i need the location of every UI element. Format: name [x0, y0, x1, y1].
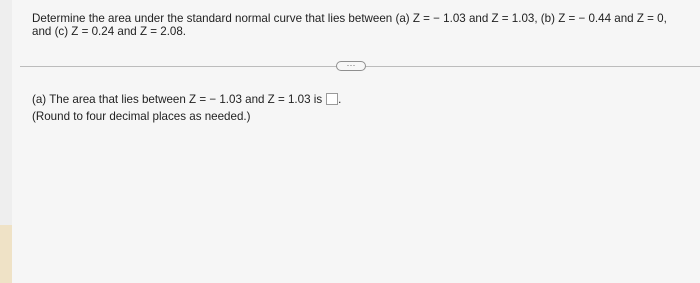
expand-more-button[interactable]: ···	[336, 61, 366, 71]
question-line-1: Determine the area under the standard normal curve that lies between (a) Z = − 1.03 and Z = 1.03, (b) Z = − 0.44 and Z = 0,	[32, 12, 667, 25]
left-edge-strip	[0, 0, 12, 283]
part-a-line	[32, 93, 652, 106]
question-line-2: and (c) Z = 0.24 and Z = 2.08.	[32, 25, 187, 38]
part-a-suffix: .	[338, 93, 342, 106]
part-a-section	[32, 93, 652, 123]
question-text	[32, 12, 696, 38]
rounding-hint: (Round to four decimal places as needed.)	[32, 110, 251, 123]
part-a-label: (a)	[32, 93, 47, 106]
part-a-answer-input[interactable]	[326, 93, 338, 105]
part-a-prompt: The area that lies between Z = − 1.03 and Z = 1.03 is	[49, 93, 323, 106]
